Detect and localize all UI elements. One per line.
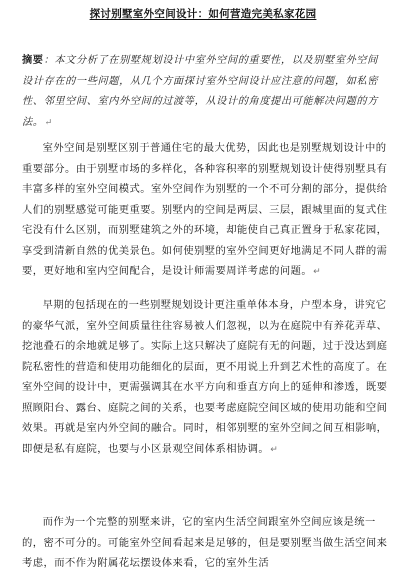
paragraph-mark: ↵ bbox=[44, 117, 53, 128]
body-paragraph-2: 早期的包括现在的一些别墅规划设计更注重单体本身，户型本身，讲究它的豪华气派，室外空间质量往往容易被人们忽视，以为在庭院中有养花弄草、挖池叠石的余地就足够了。实际上这只解决了庭院有无的问题，过于没达到庭院私密性的营造和使用功能细化的层面，更不用说上升到艺术性的高度了。在室外空间的设计中，更需强调其在水平方向和垂直方向上的延伸和渗透，既要照顾阳台、露台、庭院之间的关系，也要考虑庭院空间区域的使用功能和空间效果。再就是室内外空间的融合。同时，相邻别墅的室外空间之间互相影响，即便是私有庭院，也要与小区景观空间体系相协调。↵ bbox=[22, 299, 388, 455]
paragraph-mark: ↵ bbox=[270, 444, 279, 455]
paragraph-mark: ↵ bbox=[313, 267, 322, 277]
abstract bbox=[22, 50, 388, 133]
body-paragraph-3: 而作为一个完整的别墅来讲，它的室内生活空间跟室外空间应该是统一的，密不可分的。可能室外空间看起来是足够的，但是要别墅当做生活空间来考虑，而不作为附属花坛摆设体来看，它的室外生活 bbox=[22, 516, 388, 569]
body-paragraph-1: 室外空间是别墅区别于普通住宅的最大优势，因此也是别墅规划设计中的重要部分。由于别墅市场的多样化，各种容积率的别墅规划设计使得别墅具有丰富多样的室外空间模式。室外空间作为别墅的一个不可分割的部分，提供给人们的别墅感觉可能更重要。别墅内的空间是两层、三层，跟城里面的复式住宅没有什么区别，而别墅建筑之外的环境，却能使自己真正置身于私家花园，享受到清新自然的优美景色。如何使别墅的室外空间更好地满足不同人群的需要，更好地和室内空间配合，是设计师需要周详考虑的问题。↵ bbox=[22, 142, 388, 277]
document-title: 探讨别墅室外空间设计：如何营造完美私家花园 bbox=[89, 8, 317, 20]
abstract-text: ：本文分析了在别墅规划设计中室外空间的重要性，以及别墅室外空间设计存在的一些问题，从几个方面探讨室外空间设计应注意的问题，如私密性、邻里空间、室内外空间的过渡等，从设计的角度提出可能解决问题的方法。 bbox=[22, 55, 378, 128]
abstract-label: 摘要 bbox=[22, 54, 44, 66]
